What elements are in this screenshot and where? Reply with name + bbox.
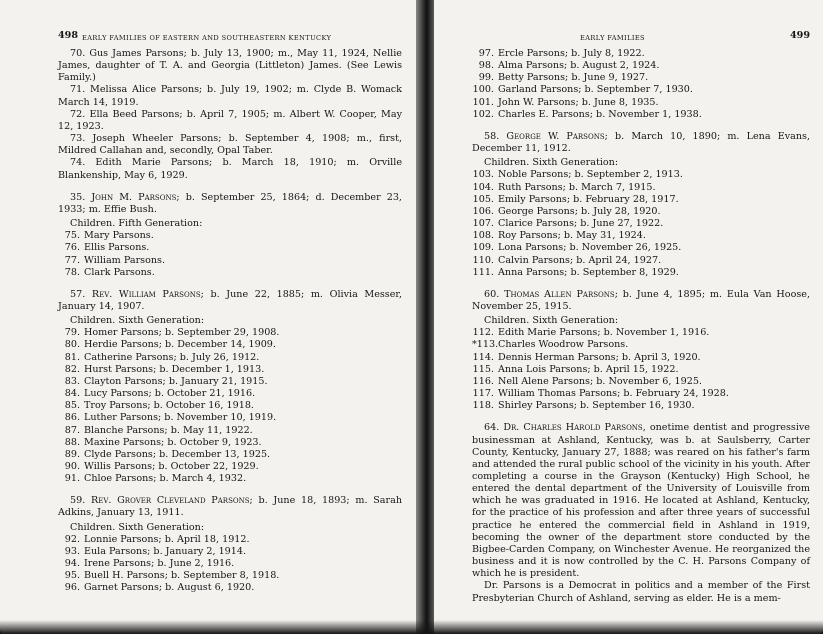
item-number: 92. <box>64 533 80 545</box>
children-heading: Children. Sixth Generation: <box>70 521 205 533</box>
list-item <box>58 582 402 594</box>
item-text: George Parsons; b. July 28, 1920. <box>498 205 661 217</box>
item-text: William Parsons. <box>84 254 166 266</box>
list-item <box>472 218 810 230</box>
list-item <box>58 534 402 546</box>
person-name: Rev. Grover Cleveland Parsons <box>90 495 250 507</box>
item-text: Roy Parsons; b. May 31, 1924. <box>498 230 646 242</box>
item-number: 82. <box>64 363 80 375</box>
list-item <box>58 242 402 254</box>
list-item <box>472 400 810 412</box>
entry-70: 70. Gus James Parsons; b. July 13, 1900; m., May 11, 1924, Nellie James, daughter of T. A. and Georgia (Littleton) James. (See Lewis Family.) <box>58 48 402 84</box>
item-text: Clark Parsons. <box>84 266 155 278</box>
list-item <box>58 570 402 582</box>
person-name: George W. Parsons <box>506 130 605 142</box>
list-item <box>58 437 402 449</box>
list-item <box>472 242 810 254</box>
list-item <box>58 558 402 570</box>
list-item <box>58 425 402 437</box>
item-text: Hurst Parsons; b. December 1, 1913. <box>84 363 265 375</box>
item-text: Dennis Herman Parsons; b. April 3, 1920. <box>498 351 701 363</box>
left-page-header <box>58 30 402 42</box>
item-text: Willis Parsons; b. October 22, 1929. <box>84 461 259 472</box>
item-text: Emily Parsons; b. February 28, 1917. <box>498 193 679 205</box>
section-59-heading: 59. Rev. Grover Cleveland Parsons; b. June 18, 1893; m. Sarah Adkins, January 13, 1911. <box>58 495 403 519</box>
item-text: William Thomas Parsons; b. February 24, 1928. <box>498 388 729 400</box>
item-text: Clarice Parsons; b. June 27, 1922. <box>498 218 664 230</box>
item-number: 81. <box>64 351 80 363</box>
item-text: Anna Lois Parsons; b. April 15, 1922. <box>498 363 679 375</box>
children-list <box>58 327 402 485</box>
list-item <box>472 230 810 242</box>
item-text: Betty Parsons; b. June 9, 1927. <box>498 72 649 84</box>
item-text: Troy Parsons; b. October 16, 1918. <box>84 400 254 412</box>
item-number: 85. <box>64 400 80 412</box>
item-number: 80. <box>64 339 80 351</box>
section-57-heading: 57. Rev. William Parsons; b. June 22, 1885; m. Olivia Messer, January 14, 1907. <box>58 288 402 312</box>
list-item <box>472 352 810 364</box>
list-item <box>58 546 402 558</box>
item-text: Nell Alene Parsons; b. November 6, 1925. <box>498 375 702 387</box>
list-item <box>58 255 402 267</box>
list-item <box>472 84 810 96</box>
item-number: 96. <box>64 582 80 594</box>
entry-71: 71. Melissa Alice Parsons; b. July 19, 1902; m. Clyde B. Womack March 14, 1919. <box>58 84 402 108</box>
item-number: 83. <box>64 375 80 387</box>
list-item <box>58 230 402 242</box>
person-name: Dr. Charles Harold Parsons <box>503 422 643 434</box>
list-item <box>58 449 402 461</box>
section-35-heading: 35. John M. Parsons; b. September 25, 1864; d. December 23, 1933; m. Effie Bush. <box>58 191 402 215</box>
list-item <box>472 169 810 181</box>
item-text: Clayton Parsons; b. January 21, 1915. <box>84 375 268 387</box>
item-text: Garland Parsons; b. September 7, 1930. <box>498 84 693 96</box>
children-heading: Children. Sixth Generation: <box>484 315 619 327</box>
item-number: 99. <box>478 72 494 84</box>
item-number: 105. <box>472 193 494 205</box>
list-item <box>472 339 810 351</box>
item-number: 107. <box>472 218 494 230</box>
item-text: Homer Parsons; b. September 29, 1908. <box>84 327 280 339</box>
list-item <box>472 182 810 194</box>
item-text: Buell H. Parsons; b. September 8, 1918. <box>84 570 280 582</box>
list-item <box>472 364 810 376</box>
right-page-header <box>472 30 810 42</box>
item-number: 98. <box>478 60 494 72</box>
item-text: John W. Parsons; b. June 8, 1935. <box>498 96 659 108</box>
biography-paragraph: 64. Dr. Charles Harold Parsons, onetime dentist and progressive businessman at Ashland, Kentucky, was b. at Saulsberry, Carter County, Kentucky, January 27, 1888; was reared on his father's farm and attended the rural public school of the vicinity in his youth. After completing a course in the Grayson (Kentucky) High School, he entered the dental department of the University of Louisville from which he was graduated in 1916. He located at Ashland, Kentucky, for the practice of his profession and after three years of successful practice he entered the commercial field in Ashland in 1919, becoming the owner of the department store conducted by the Bigbee-Carden Company, on Winchester Avenue. He reorganized the business and it is now controlled by the C. H. Parsons Company of which he is president. <box>472 422 810 580</box>
list-item <box>58 352 402 364</box>
list-item <box>58 339 402 351</box>
item-text: Charles Woodrow Parsons. <box>498 339 629 351</box>
item-number: 93. <box>64 545 80 557</box>
list-item <box>472 206 810 218</box>
list-item <box>472 255 810 267</box>
item-number: 75. <box>64 230 80 242</box>
entry-74: 74. Edith Marie Parsons; b. March 18, 1910; m. Orville Blankenship, May 6, 1929. <box>58 157 402 181</box>
item-text: Lona Parsons; b. November 26, 1925. <box>498 242 682 254</box>
item-number: 115. <box>472 363 494 375</box>
list-item <box>58 461 402 473</box>
entry-73: 73. Joseph Wheeler Parsons; b. September 4, 1908; m., first, Mildred Callahan and, secondly, Opal Taber. <box>58 133 402 157</box>
person-name: Thomas Allen Parsons <box>504 288 615 300</box>
item-number: 94. <box>64 558 80 570</box>
item-number: 101. <box>472 96 494 108</box>
right-page-content <box>472 30 810 605</box>
item-number: 100. <box>472 84 494 96</box>
item-number: 110. <box>472 254 494 266</box>
list-item <box>58 267 402 279</box>
list-item <box>472 267 810 279</box>
section-58-heading: 58. George W. Parsons; b. March 10, 1890; m. Lena Evans, December 11, 1912. <box>472 130 810 155</box>
page-number: 499 <box>789 30 810 41</box>
list-item <box>472 60 810 72</box>
list-item <box>472 388 810 400</box>
item-text: Irene Parsons; b. June 2, 1916. <box>84 558 235 570</box>
item-number: 88. <box>64 436 80 448</box>
children-list <box>472 327 810 412</box>
children-list <box>58 230 402 279</box>
item-text: Catherine Parsons; b. July 26, 1912. <box>84 351 260 363</box>
item-text: Alma Parsons; b. August 2, 1924. <box>498 60 660 72</box>
list-item <box>58 327 402 339</box>
item-text: Blanche Parsons; b. May 11, 1922. <box>84 424 253 436</box>
item-text: Chloe Parsons; b. March 4, 1932. <box>84 473 247 485</box>
item-text: Herdie Parsons; b. December 14, 1909. <box>84 339 276 351</box>
item-number: 117. <box>472 388 494 400</box>
item-text: Luther Parsons; b. November 10, 1919. <box>84 412 277 424</box>
list-item <box>472 327 810 339</box>
item-number: 91. <box>64 473 80 485</box>
item-number: 109. <box>472 242 494 254</box>
list-item <box>472 72 810 84</box>
item-number: 118. <box>472 400 494 412</box>
running-head: EARLY FAMILIES <box>580 34 645 42</box>
page-number: 498 <box>58 30 79 41</box>
item-number: 79. <box>64 327 80 339</box>
left-page-content <box>58 30 402 595</box>
list-item <box>58 400 402 412</box>
item-text: Noble Parsons; b. September 2, 1913. <box>498 169 683 181</box>
item-number: 90. <box>64 461 80 472</box>
section-60-heading: 60. Thomas Allen Parsons; b. June 4, 1895; m. Eula Van Hoose, November 25, 1915. <box>472 288 810 312</box>
item-text: Shirley Parsons; b. September 16, 1930. <box>498 400 695 412</box>
list-item <box>58 376 402 388</box>
item-text: Ellis Parsons. <box>84 242 150 254</box>
item-number: *113. <box>472 339 499 351</box>
item-number: 112. <box>472 327 494 339</box>
list-item <box>58 388 402 400</box>
children-list <box>472 169 810 278</box>
list-item <box>472 97 810 109</box>
item-number: 103. <box>472 169 494 181</box>
person-name: John M. Parsons <box>91 191 177 203</box>
item-number: 77. <box>64 254 80 266</box>
children-list-continued <box>472 48 810 121</box>
children-list <box>58 534 402 595</box>
list-item <box>472 376 810 388</box>
item-number: 78. <box>64 266 80 278</box>
children-heading: Children. Sixth Generation: <box>484 157 619 169</box>
item-text: Edith Marie Parsons; b. November 1, 1916. <box>498 327 710 339</box>
item-number: 104. <box>472 181 494 193</box>
item-text: Ruth Parsons; b. March 7, 1915. <box>498 181 656 193</box>
book-spine <box>416 0 434 634</box>
item-text: Ercle Parsons; b. July 8, 1922. <box>498 48 645 59</box>
list-item <box>472 48 810 60</box>
item-number: 87. <box>64 424 80 436</box>
list-item <box>472 194 810 206</box>
entry-72: 72. Ella Beed Parsons; b. April 7, 1905; m. Albert W. Cooper, May 12, 1923. <box>58 108 402 132</box>
item-text: Anna Parsons; b. September 8, 1929. <box>498 266 679 278</box>
item-number: 111. <box>472 266 494 278</box>
children-heading: Children. Fifth Generation: <box>70 218 203 230</box>
list-item <box>58 412 402 424</box>
item-text: Calvin Parsons; b. April 24, 1927. <box>498 254 662 266</box>
item-number: 106. <box>472 205 494 217</box>
item-number: 76. <box>64 242 80 254</box>
item-number: 97. <box>478 48 494 59</box>
item-text: Maxine Parsons; b. October 9, 1923. <box>84 436 262 448</box>
list-item <box>58 473 402 485</box>
item-number: 95. <box>64 570 80 582</box>
right-page <box>434 0 823 634</box>
item-text: Mary Parsons. <box>84 230 154 242</box>
item-number: 86. <box>64 412 80 424</box>
item-number: 108. <box>472 230 494 242</box>
item-number: 116. <box>472 375 494 387</box>
biography-64 <box>472 422 810 604</box>
item-text: Clyde Parsons; b. December 13, 1925. <box>84 448 271 460</box>
item-number: 102. <box>472 108 494 120</box>
running-head: EARLY FAMILIES OF EASTERN AND SOUTHEASTERN KENTUCKY <box>82 34 332 42</box>
item-text: Lucy Parsons; b. October 21, 1916. <box>84 388 256 400</box>
list-item <box>58 364 402 376</box>
person-name: Rev. William Parsons <box>91 288 201 300</box>
item-text: Lonnie Parsons; b. April 18, 1912. <box>84 533 250 545</box>
biography-paragraph-2: Dr. Parsons is a Democrat in politics and a member of the First Presbyterian Church of Ashland, serving as elder. He is a mem- <box>472 580 810 604</box>
scan-edge-shadow <box>0 620 823 634</box>
item-text: Eula Parsons; b. January 2, 1914. <box>84 545 247 557</box>
item-number: 84. <box>64 388 80 400</box>
children-heading: Children. Sixth Generation: <box>70 315 205 327</box>
item-text: Garnet Parsons; b. August 6, 1920. <box>84 582 255 594</box>
item-number: 114. <box>472 351 494 363</box>
item-number: 89. <box>64 448 80 460</box>
item-text: Charles E. Parsons; b. November 1, 1938. <box>498 108 702 120</box>
list-item <box>472 109 810 121</box>
entry-block-70-74 <box>58 48 402 182</box>
